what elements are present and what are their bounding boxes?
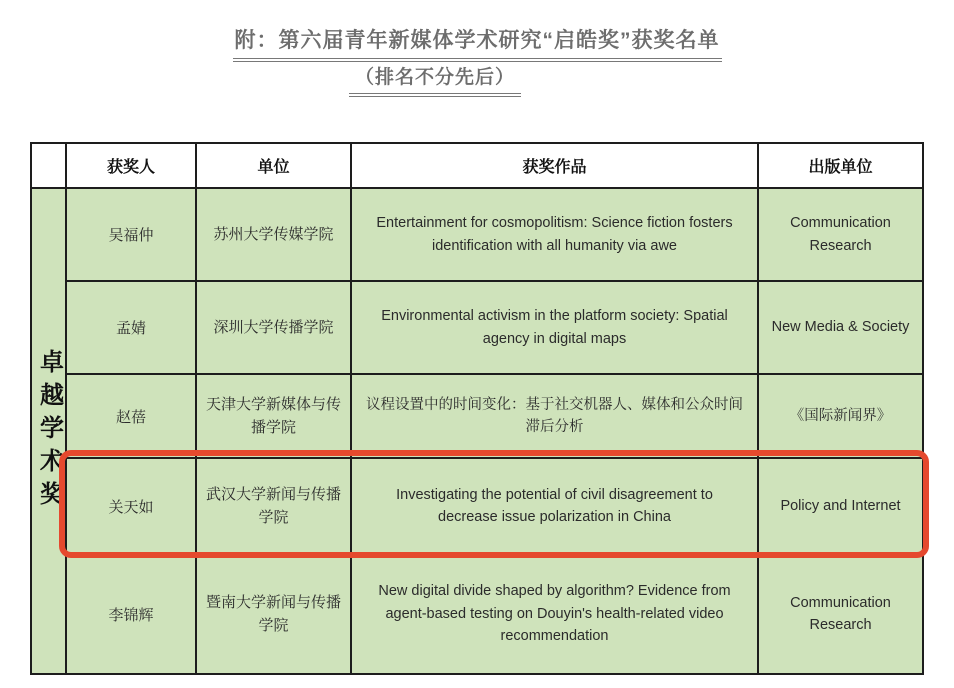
winner-cell: 李锦辉 — [66, 554, 196, 674]
work-cell: Environmental activism in the platform society: Spatial agency in digital maps — [351, 281, 758, 374]
title-row — [0, 24, 954, 62]
unit-cell: 苏州大学传媒学院 — [196, 188, 351, 281]
table-row — [31, 374, 923, 458]
publisher-cell: 《国际新闻界》 — [758, 374, 923, 458]
work-cell: Investigating the potential of civil disagreement to decrease issue polarization in China — [351, 458, 758, 554]
publisher-cell: New Media & Society — [758, 281, 923, 374]
unit-cell: 天津大学新媒体与传播学院 — [196, 374, 351, 458]
publisher-cell: Communication Research — [758, 554, 923, 674]
header-winner: 获奖人 — [66, 143, 196, 188]
work-cell: Entertainment for cosmopolitism: Science fiction fosters identification with all humanity via awe — [351, 188, 758, 281]
unit-cell: 暨南大学新闻与传播学院 — [196, 554, 351, 674]
subtitle-row — [0, 62, 954, 97]
winner-cell: 赵蓓 — [66, 374, 196, 458]
work-cell: New digital divide shaped by algorithm? Evidence from agent-based testing on Douyin's health-related video recommendation — [351, 554, 758, 674]
award-group-label: 卓越学术奖 — [35, 348, 63, 514]
table-row — [31, 188, 923, 281]
header-publisher: 出版单位 — [758, 143, 923, 188]
awards-table — [30, 142, 924, 675]
table-header-row — [31, 143, 923, 188]
table-row — [31, 554, 923, 674]
winner-cell: 吴福仲 — [66, 188, 196, 281]
page-title: 附：第六届青年新媒体学术研究“启皓奖”获奖名单 — [233, 24, 722, 62]
page-subtitle: （排名不分先后） — [349, 62, 521, 97]
unit-cell: 武汉大学新闻与传播学院 — [196, 458, 351, 554]
winner-cell: 关天如 — [66, 458, 196, 554]
publisher-cell: Policy and Internet — [758, 458, 923, 554]
header-unit: 单位 — [196, 143, 351, 188]
header-corner-cell — [31, 143, 66, 188]
header-work: 获奖作品 — [351, 143, 758, 188]
award-group-cell — [31, 188, 66, 674]
publisher-cell: Communication Research — [758, 188, 923, 281]
table-row — [31, 281, 923, 374]
table-row-highlighted — [31, 458, 923, 554]
work-cell: 议程设置中的时间变化：基于社交机器人、媒体和公众时间滞后分析 — [351, 374, 758, 458]
unit-cell: 深圳大学传播学院 — [196, 281, 351, 374]
winner-cell: 孟婧 — [66, 281, 196, 374]
